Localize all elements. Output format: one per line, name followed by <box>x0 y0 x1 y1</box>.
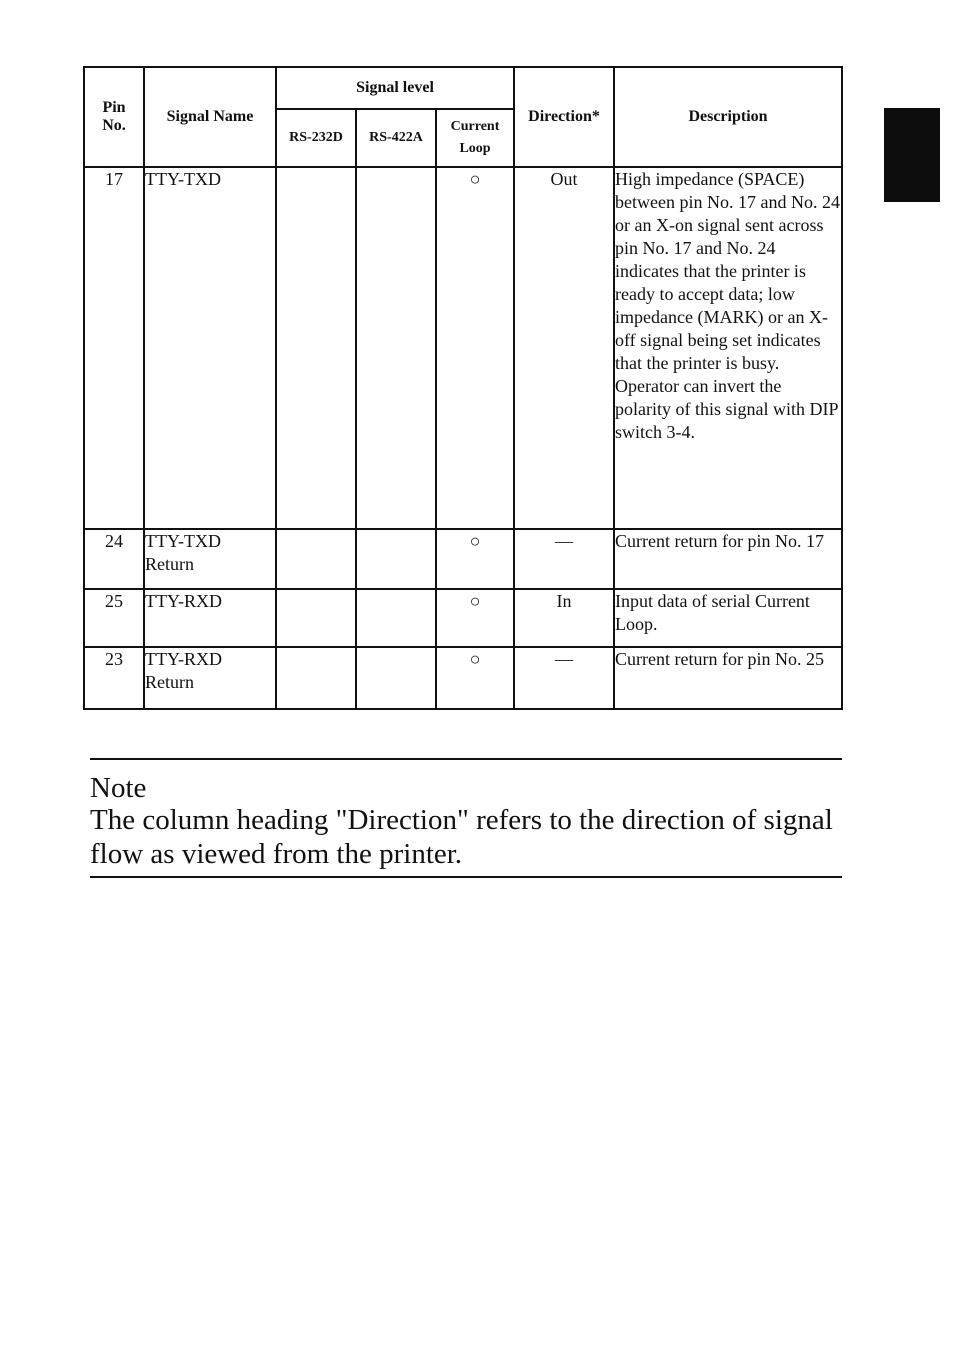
rs422a-cell <box>356 589 436 647</box>
header-rs422a: RS-422A <box>356 109 436 167</box>
table-row <box>84 167 842 529</box>
signal-name-line1: TTY-TXD <box>145 531 221 551</box>
header-loop-label: Loop <box>459 141 491 156</box>
signal-name-line2: Return <box>145 672 194 692</box>
header-pin <box>84 67 144 167</box>
rs232d-cell <box>276 167 356 529</box>
rs422a-cell <box>356 167 436 529</box>
signal-name-line1: TTY-RXD <box>145 649 222 669</box>
note-text: The column heading "Direction" refers to the direction of signal flow as viewed from the printer. <box>90 804 833 870</box>
signal-name-cell <box>144 647 276 709</box>
rs422a-cell <box>356 529 436 589</box>
description-cell: High impedance (SPACE) between pin No. 17 and No. 24 or an X-on signal sent across pin No. 17 and No. 24 indicates that the printer is ready to accept data; low impedance (MARK) or an X-off signal being set indicates that the printer is busy. Operator can invert the polarity of this signal with DIP switch 3-4. <box>614 167 842 529</box>
signal-name-line1: TTY-RXD <box>145 591 222 611</box>
table-row <box>84 529 842 589</box>
signal-name-cell <box>144 529 276 589</box>
signal-name-line2: Return <box>145 554 194 574</box>
current-loop-mark: ○ <box>436 647 514 709</box>
current-loop-mark: ○ <box>436 529 514 589</box>
rs232d-cell <box>276 529 356 589</box>
pin-cell: 24 <box>84 529 144 589</box>
direction-cell: In <box>514 589 614 647</box>
header-rs232d: RS-232D <box>276 109 356 167</box>
note-title: Note <box>90 772 147 804</box>
pin-cell: 25 <box>84 589 144 647</box>
header-description: Description <box>614 67 842 167</box>
rs422a-cell <box>356 647 436 709</box>
header-current-label: Current <box>450 119 500 134</box>
direction-cell: — <box>514 647 614 709</box>
signal-name-cell <box>144 167 276 529</box>
section-tab-marker <box>884 108 940 202</box>
description-cell: Current return for pin No. 25 <box>614 647 842 709</box>
table-row <box>84 589 842 647</box>
pin-cell: 23 <box>84 647 144 709</box>
description-cell: Current return for pin No. 17 <box>614 529 842 589</box>
header-signal-name: Signal Name <box>144 67 276 167</box>
pin-cell: 17 <box>84 167 144 529</box>
signal-table <box>83 66 843 710</box>
direction-cell: — <box>514 529 614 589</box>
header-pin-label: Pin <box>102 99 126 116</box>
direction-cell: Out <box>514 167 614 529</box>
rs232d-cell <box>276 589 356 647</box>
note-top-rule <box>90 758 842 760</box>
table-row <box>84 647 842 709</box>
rs232d-cell <box>276 647 356 709</box>
description-cell: Input data of serial Current Loop. <box>614 589 842 647</box>
signal-name-line1: TTY-TXD <box>145 169 221 189</box>
note-bottom-rule <box>90 876 842 878</box>
signal-name-cell <box>144 589 276 647</box>
header-signal-level: Signal level <box>276 67 514 109</box>
current-loop-mark: ○ <box>436 167 514 529</box>
header-direction: Direction* <box>514 67 614 167</box>
header-pin-no-label: No. <box>102 117 126 134</box>
header-current-loop <box>436 109 514 167</box>
current-loop-mark: ○ <box>436 589 514 647</box>
